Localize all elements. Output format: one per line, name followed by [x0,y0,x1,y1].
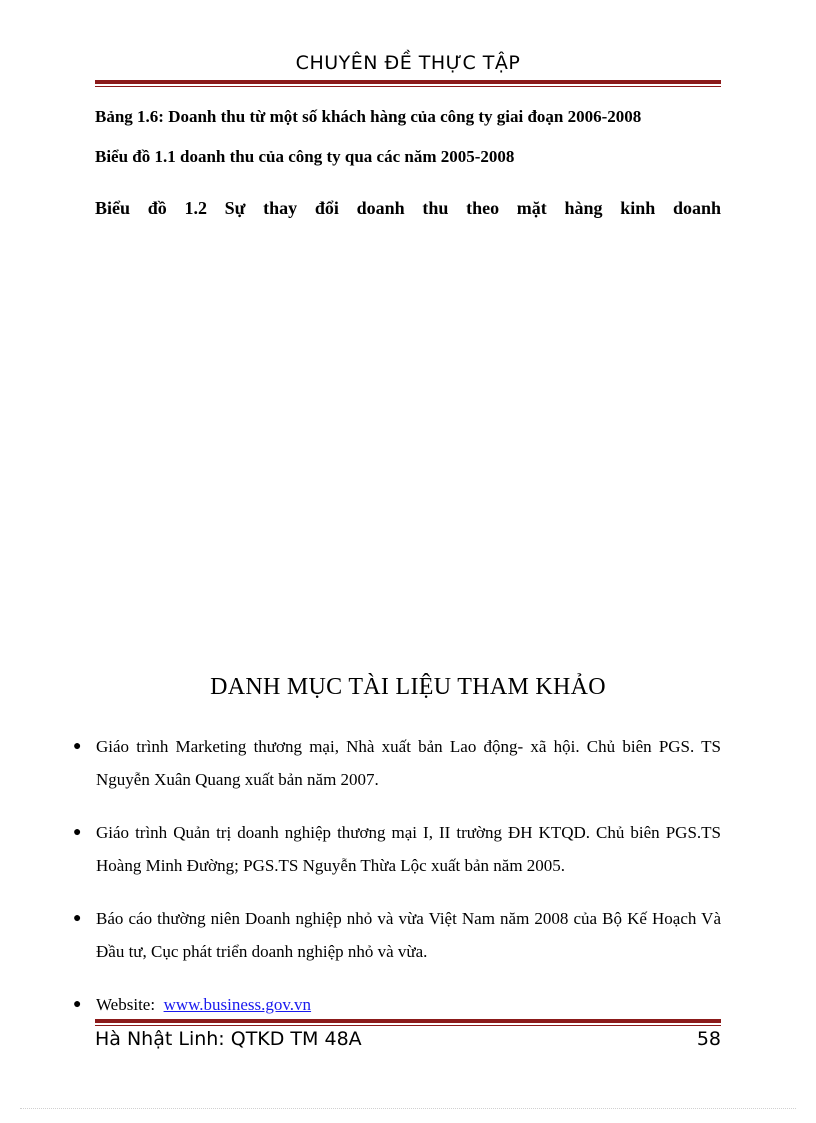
header-title: CHUYÊN ĐỀ THỰC TẬP [295,52,521,74]
header-rule-thick [95,80,721,84]
reference-text: Giáo trình Quản trị doanh nghiệp thương mại I, II trường ĐH KTQD. Chủ biên PGS.TS Hoàng Minh Đường; PGS.TS Nguyễn Thừa Lộc xuất bản năm 2005. [96,823,721,875]
page-bottom-edge [20,1108,796,1109]
figure-list-item: Biểu đồ 1.2 Sự thay đổi doanh thu theo mặt hàng kinh doanh [95,198,721,218]
reference-text: Báo cáo thường niên Doanh nghiệp nhỏ và vừa Việt Nam năm 2008 của Bộ Kế Hoạch Và Đầu tư, Cục phát triển doanh nghiệp nhỏ và vừa. [96,909,721,961]
bullet-icon: ● [73,997,82,1012]
reference-item [70,730,721,796]
website-label: Website: [96,995,156,1014]
website-link[interactable]: www.business.gov.vn [163,995,312,1014]
page-number: 58 [696,1028,721,1050]
footer-author: Hà Nhật Linh: QTKD TM 48A [95,1028,362,1050]
footer-rule-thin [95,1025,721,1026]
figure-list-item: Biểu đồ 1.1 doanh thu của công ty qua các năm 2005-2008 [95,147,515,166]
reference-item [70,816,721,882]
bullet-icon: ● [73,911,82,926]
reference-text: Giáo trình Marketing thương mại, Nhà xuất bản Lao động- xã hội. Chủ biên PGS. TS Nguyễn Xuân Quang xuất bản năm 2007. [96,737,721,789]
figure-list-item: Bảng 1.6: Doanh thu từ một số khách hàng của công ty giai đoạn 2006-2008 [95,107,642,126]
bullet-icon: ● [73,825,82,840]
references-list [70,730,721,1021]
header-rule [95,80,721,87]
header-rule-thin [95,86,721,87]
reference-item [70,902,721,968]
footer-rule [95,1019,721,1026]
references-title: DANH MỤC TÀI LIỆU THAM KHẢO [210,674,606,700]
reference-item-website [70,988,721,1021]
bullet-icon: ● [73,739,82,754]
footer-rule-thick [95,1019,721,1023]
